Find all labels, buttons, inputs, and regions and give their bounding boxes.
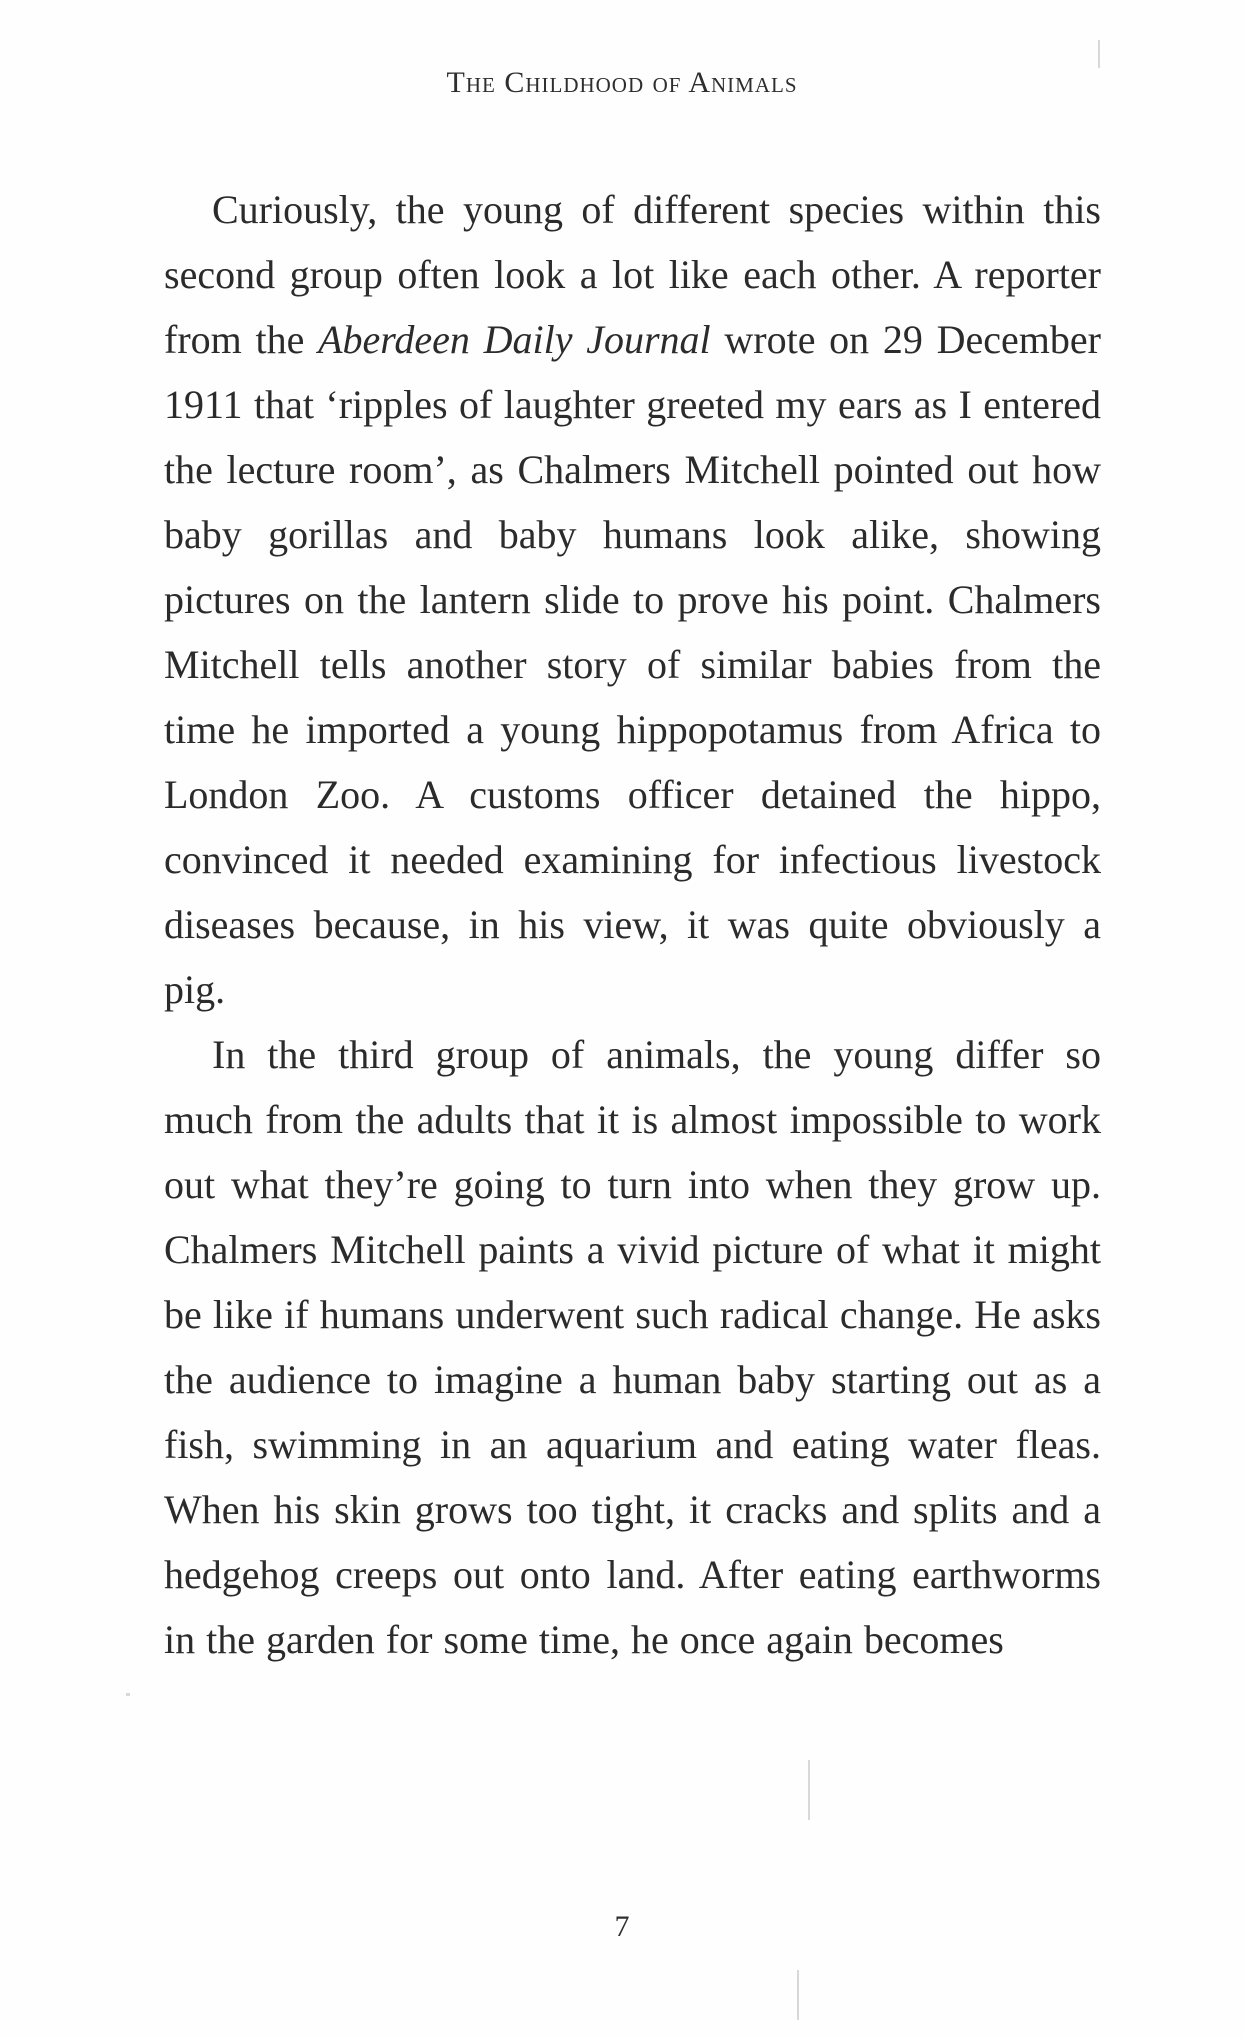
publication-title: Aberdeen Daily Journal bbox=[318, 317, 711, 362]
paragraph: In the third group of animals, the young differ so much from the adults that it is almost impossible to work out what they’re going to turn into when they grow up. Chalmers Mitchell paints a vivid picture of what it might be like if humans underwent such radical change. He asks the audience to imagine a human baby starting out as a fish, swimming in an aquarium and eating water fleas. When his skin grows too tight, it cracks and splits and a hedgehog creeps out onto land. After eating earthworms in the garden for some time, he once again becomes bbox=[164, 1032, 1101, 1662]
paragraph bbox=[164, 177, 1101, 1022]
scan-mark bbox=[1098, 40, 1100, 68]
page-number: 7 bbox=[614, 1910, 630, 1943]
scan-mark bbox=[808, 1760, 810, 1820]
paragraph-text: Curiously, the young of different species within this second group often look a lot like each other. A reporter from the bbox=[164, 187, 1101, 362]
paragraph-text: wrote on 29 December 1911 that ‘ripples of laughter greeted my ears as I entered the lecture room’, as Chalmers Mitchell pointed out how baby gorillas and baby humans look alike, showing pictures on the lantern slide to prove his point. Chalmers Mitchell tells another story of similar babies from the time he imported a young hippopotamus from Africa to London Zoo. A customs officer detained the hippo, convinced it needed examining for infectious livestock diseases because, in his view, it was quite obviously a pig. bbox=[164, 317, 1101, 1012]
body-text bbox=[164, 177, 1101, 1672]
running-head: The Childhood of Animals bbox=[446, 66, 798, 99]
scan-mark bbox=[126, 1693, 130, 1696]
scan-mark bbox=[797, 1970, 799, 2020]
